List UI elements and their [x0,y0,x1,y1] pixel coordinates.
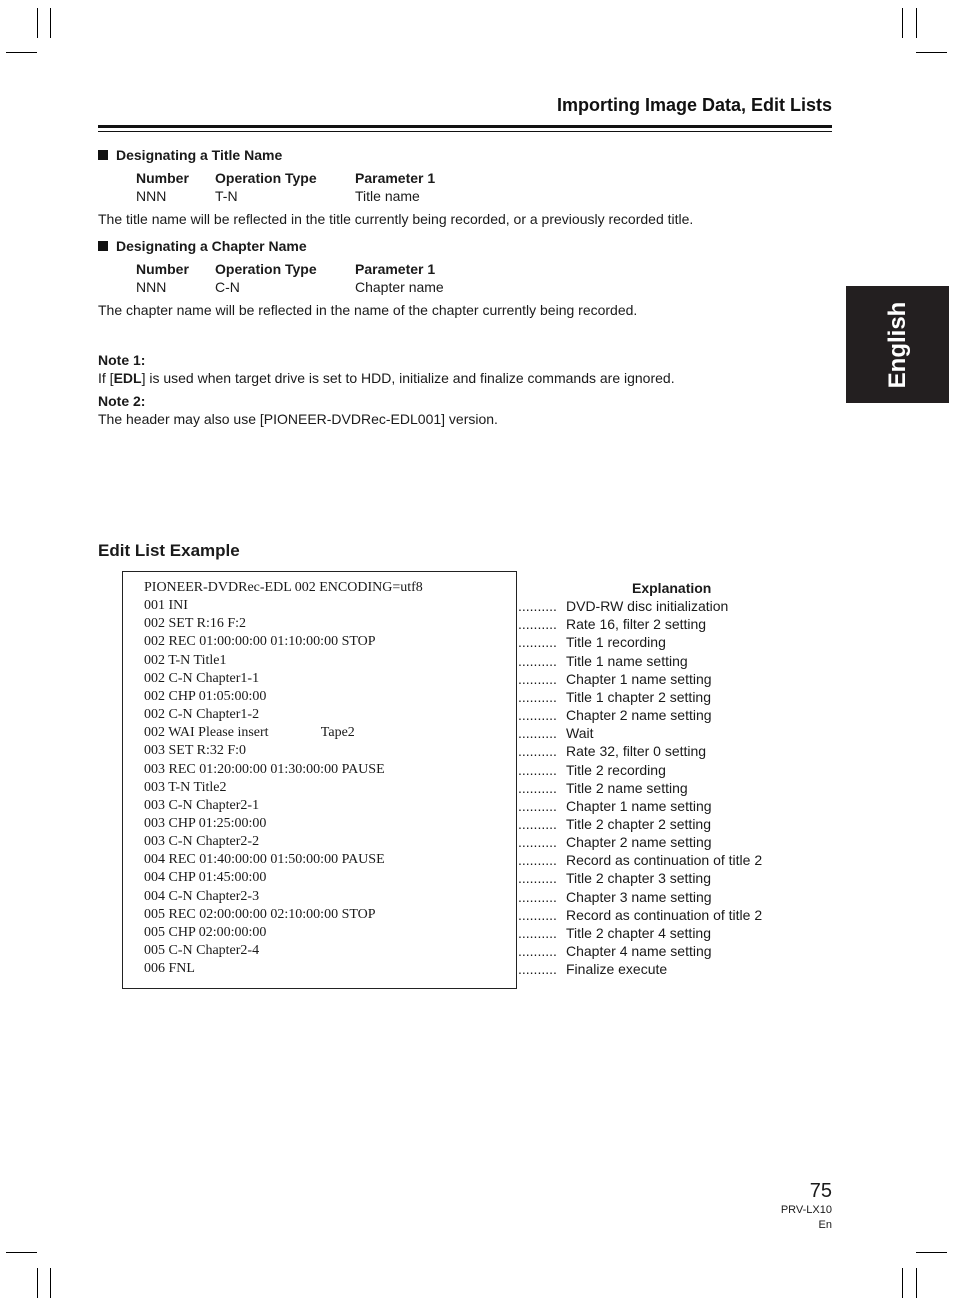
column-header: Number [136,170,189,186]
language-tab [846,286,949,403]
code-line: 004 REC 01:40:00:00 01:50:00:00 PAUSE [144,852,385,868]
page-number: 75 [809,1180,832,1202]
note-text: The header may also use [PIONEER-DVDRec-EDL001] version. [98,411,498,427]
crop-mark [50,1268,51,1298]
code-line: 003 SET R:32 F:0 [144,743,247,759]
code-line: 002 SET R:16 F:2 [144,616,247,632]
crop-mark [902,1268,903,1298]
section-description: The title name will be reflected in the title currently being recorded, or a previously recorded title. [98,211,694,227]
leader-dots: .......... [518,598,557,615]
explanation-text: Rate 16, filter 2 setting [566,616,707,633]
code-line: 002 T-N Title1 [144,652,227,668]
explanation-text: Chapter 1 name setting [566,670,712,687]
explanation-text: Title 1 name setting [566,652,688,669]
explanation-text: DVD-RW disc initialization [566,598,729,615]
note-label: Note 1: [98,352,146,368]
crop-mark [6,52,37,53]
leader-dots: .......... [518,961,557,978]
explanation-line [518,598,728,614]
explanation-text: Title 2 chapter 4 setting [566,924,712,941]
explanation-line [518,834,712,850]
square-bullet-icon [98,241,108,251]
code-line: 002 REC 01:00:00:00 01:10:00:00 STOP [144,634,376,650]
explanation-text: Chapter 2 name setting [566,707,712,724]
explanation-line [518,616,706,632]
example-heading: Edit List Example [98,541,240,560]
explanation-heading: Explanation [632,580,712,596]
crop-mark [6,1252,37,1253]
code-line: 003 REC 01:20:00:00 01:30:00:00 PAUSE [144,761,385,777]
code-line: 002 C-N Chapter1-1 [144,670,260,686]
code-line: 006 FNL [144,961,195,977]
crop-mark [916,52,947,53]
explanation-line [518,961,667,977]
explanation-text: Finalize execute [566,961,668,978]
explanation-line [518,852,762,868]
leader-dots: .......... [518,924,557,941]
leader-dots: .......... [518,870,557,887]
code-line: 003 C-N Chapter2-1 [144,797,260,813]
crop-mark [37,8,38,38]
table-cell: Chapter name [355,279,444,295]
explanation-line [518,798,712,814]
explanation-line [518,743,706,759]
leader-dots: .......... [518,852,557,869]
explanation-text: Chapter 3 name setting [566,888,712,905]
page-header-title: Importing Image Data, Edit Lists [556,95,832,115]
explanation-text: Title 2 chapter 3 setting [566,870,712,887]
table-cell: NNN [136,279,167,295]
explanation-line [518,907,762,923]
leader-dots: .......... [518,688,557,705]
explanation-line [518,816,711,832]
explanation-text: Title 2 chapter 2 setting [566,815,712,832]
column-header: Number [136,261,189,277]
model-number: PRV-LX10 [780,1204,832,1216]
code-line: 004 CHP 01:45:00:00 [144,870,267,886]
code-line: 005 C-N Chapter2-4 [144,943,260,958]
leader-dots: .......... [518,834,557,851]
section-description: The chapter name will be reflected in the name of the chapter currently being recorded. [98,302,638,318]
table-cell: Title name [355,188,420,204]
leader-dots: .......... [518,888,557,905]
leader-dots: .......... [518,707,557,724]
table-cell: T-N [215,188,238,204]
explanation-text: Record as continuation of title 2 [566,852,763,869]
language-tab-label: English [883,301,911,388]
language-code: En [818,1219,832,1231]
explanation-text: Title 2 recording [566,761,666,778]
table-cell: NNN [136,188,167,204]
code-line: 003 T-N Title2 [144,779,227,795]
explanation-line [518,707,712,723]
code-line: 001 INI [144,598,188,614]
explanation-text: Rate 32, filter 0 setting [566,743,707,760]
note-text: If [EDL] is used when target drive is set to HDD, initialize and finalize commands are ignored. [98,370,675,386]
explanation-line [518,689,711,705]
explanation-line [518,634,666,650]
leader-dots: .......... [518,906,557,923]
explanation-text: Record as continuation of title 2 [566,906,763,923]
column-header: Parameter 1 [355,261,436,277]
code-line: 003 CHP 01:25:00:00 [144,815,267,831]
leader-dots: .......... [518,670,557,687]
column-header: Parameter 1 [355,170,436,186]
header-rule-thin [98,131,832,132]
explanation-line [518,925,711,941]
explanation-line [518,943,712,959]
explanation-text: Chapter 1 name setting [566,797,712,814]
crop-mark [50,8,51,38]
column-header: Operation Type [215,170,317,186]
section-heading-text: Designating a Chapter Name [116,238,307,254]
explanation-line [518,780,688,796]
explanation-line [518,725,593,741]
leader-dots: .......... [518,616,557,633]
code-line: 004 C-N Chapter2-3 [144,888,260,904]
section-heading-text: Designating a Title Name [116,147,283,163]
leader-dots: .......... [518,761,557,778]
explanation-line [518,889,712,905]
section-heading-title-name [98,147,282,163]
explanation-text: Chapter 4 name setting [566,943,712,959]
code-line: 005 CHP 02:00:00:00 [144,924,267,940]
note-label: Note 2: [98,393,146,409]
explanation-text: Title 2 name setting [566,779,688,796]
leader-dots: .......... [518,943,557,959]
explanation-line [518,653,688,669]
explanation-text: Title 1 chapter 2 setting [566,688,712,705]
explanation-text: Wait [566,725,594,742]
table-cell: C-N [215,279,240,295]
explanation-line [518,671,712,687]
header-rule [98,125,832,128]
leader-dots: .......... [518,797,557,814]
column-header: Operation Type [215,261,317,277]
leader-dots: .......... [518,779,557,796]
code-line: 002 WAI Please insert Tape2 [144,725,355,741]
leader-dots: .......... [518,634,557,651]
explanation-text: Title 1 recording [566,634,666,651]
explanation-line [518,870,711,886]
code-line: 005 REC 02:00:00:00 02:10:00:00 STOP [144,906,376,922]
crop-mark [916,1268,917,1298]
crop-mark [37,1268,38,1298]
code-line: 002 C-N Chapter1-2 [144,707,260,723]
square-bullet-icon [98,150,108,160]
code-line: 002 CHP 01:05:00:00 [144,688,267,704]
code-line: PIONEER-DVDRec-EDL 002 ENCODING=utf8 [144,580,423,595]
crop-mark [916,8,917,38]
explanation-text: Chapter 2 name setting [566,834,712,851]
section-heading-chapter-name [98,238,307,254]
leader-dots: .......... [518,743,557,760]
crop-mark [916,1252,947,1253]
explanation-line [518,762,666,778]
code-line: 003 C-N Chapter2-2 [144,834,260,850]
leader-dots: .......... [518,725,557,742]
leader-dots: .......... [518,652,557,669]
crop-mark [902,8,903,38]
leader-dots: .......... [518,815,557,832]
